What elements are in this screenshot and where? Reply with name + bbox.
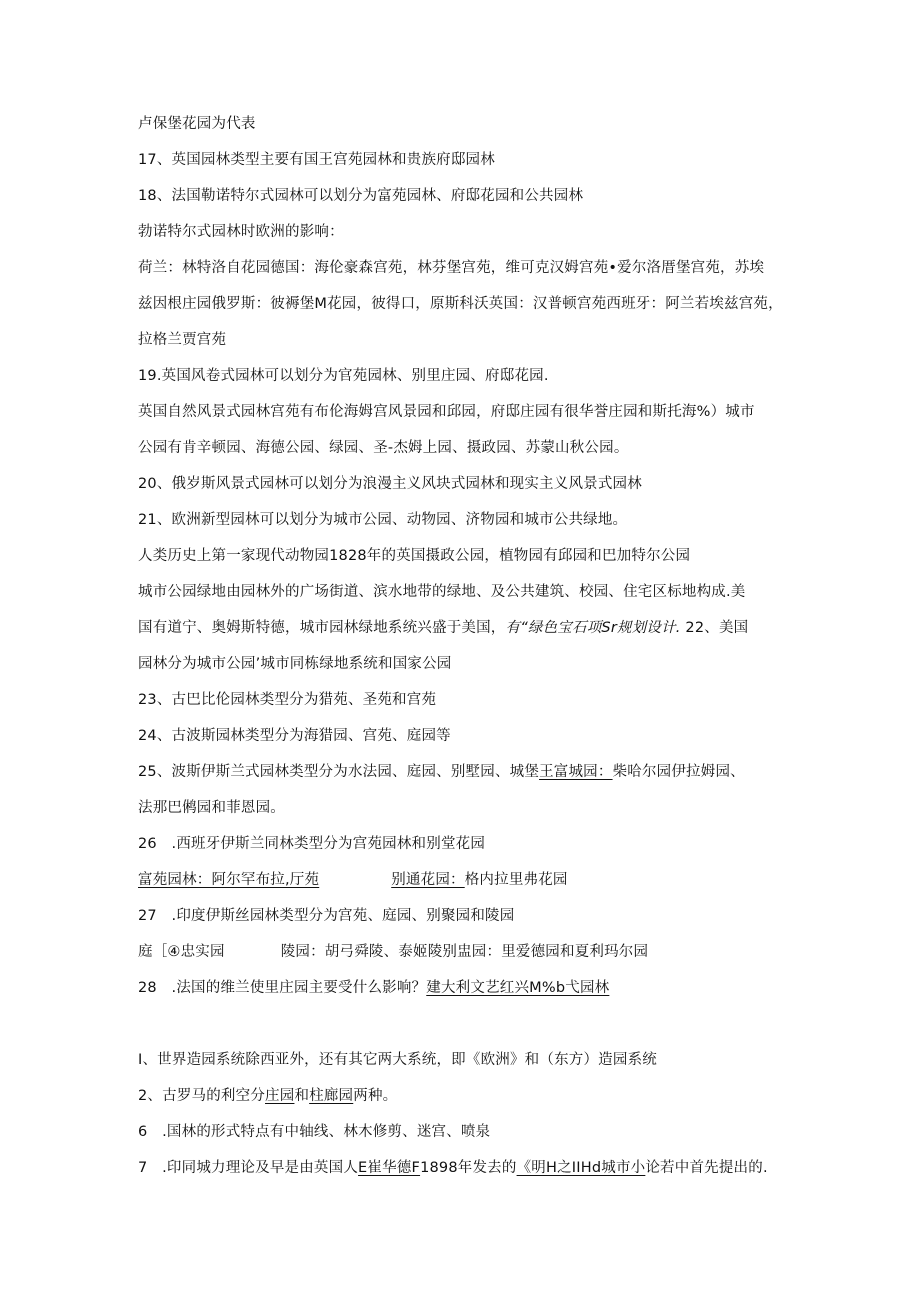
text-line: 20、俄岁斯风景式园林可以划分为浪漫主义风块式园林和现实主义风景式园林: [138, 476, 642, 492]
text-segment: 2、古罗马的利空分: [138, 1088, 266, 1104]
underlined-answer: 庄园: [265, 1088, 295, 1104]
text-line: [138, 762, 745, 782]
text-line: 卢保堡花园为代表: [138, 116, 256, 132]
text-line: 法那巴鸺园和菲恩园。: [138, 800, 285, 816]
text-line: I、世界造园系统除西亚外，还有其它两大系统，即《欧洲》和（东方）造园系统: [138, 1052, 657, 1068]
text-segment-italic: 有“绿色宝石项Sr规划设计.: [505, 620, 681, 636]
text-segment: 28 .法国的维兰使里庄园主要受什么影响？: [138, 980, 427, 996]
text-line: 26 .西班牙伊斯兰同林类型分为宫苑园林和别堂花园: [138, 836, 486, 852]
underlined-answer: 《明H之IIHd城市小: [516, 1160, 646, 1176]
underlined-answer: 建大利文艺红兴M%b弋园林: [426, 980, 610, 996]
underlined-answer: 王富城园：: [539, 764, 613, 780]
text-segment: 两种。: [353, 1088, 398, 1104]
text-segment: 格内拉里弗花园: [464, 872, 568, 888]
underlined-answer: E崔华德F: [358, 1160, 421, 1176]
text-segment: 和: [294, 1088, 310, 1104]
text-segment: 国有道宁、奥姆斯特德，城市园林绿地系统兴盛于美国，: [138, 620, 506, 636]
text-line: 城市公园绿地由园林外的广场街道、滨水地带的绿地、及公共建筑、校园、住宅区标地构成.美: [138, 584, 746, 600]
text-line: 人类历史上第一家现代动物园1828年的英国摄政公园，植物园有邱园和巴加特尔公园: [138, 548, 691, 564]
text-line: 6 .国林的形式特点有中轴线、林木修剪、迷宫、喷泉: [138, 1124, 491, 1140]
text-segment: 柴哈尔园伊拉姆园、: [612, 764, 745, 780]
text-line: 27 .印度伊斯丝园林类型分为宫苑、庭园、别聚园和陵园: [138, 908, 515, 924]
text-segment: 7 .印同城力理论及早是由英国人: [138, 1160, 359, 1176]
text-segment: 陵园：胡弓舜陵、泰姬陵别盅园：里爱德园和夏利玛尔园: [280, 944, 649, 960]
text-segment: 1898年发去的: [420, 1160, 517, 1176]
text-line: [138, 618, 748, 638]
text-line: [138, 1086, 397, 1106]
text-line: 17、英国园林类型主要有国王宫苑园林和贵族府邸园林: [138, 152, 495, 168]
text-line: 公园有肯辛顿园、海德公园、绿园、圣-杰姆上园、摄政园、苏蒙山秋公园。: [138, 440, 629, 456]
text-line: 勃诺特尔式园林时欧洲的影响：: [138, 224, 344, 240]
text-line: [138, 1158, 768, 1178]
text-line: 19.英国风卷式园林可以划分为官苑园林、别里庄园、府邸花园.: [138, 368, 549, 384]
text-line: [138, 870, 568, 890]
text-line: 21、欧洲新型园林可以划分为城市公园、动物园、济物园和城市公共绿地。: [138, 512, 628, 528]
text-line: 24、古波斯园林类型分为海猎园、宫苑、庭园等: [138, 728, 451, 744]
underlined-answer: 柱廊园: [309, 1088, 354, 1104]
text-line: 23、古巴比伦园林类型分为猎苑、圣苑和宫苑: [138, 692, 437, 708]
text-line: [138, 942, 648, 962]
text-line: 18、法国勒诺特尔式园林可以划分为富苑园林、府邸花园和公共园林: [138, 188, 584, 204]
text-segment: 25、波斯伊斯兰式园林类型分为水法园、庭园、别墅园、城堡: [138, 764, 540, 780]
underlined-answer: 别通花园：: [391, 872, 465, 888]
text-line: 园林分为城市公园’城市同栋绿地系统和国家公园: [138, 656, 452, 672]
text-line: 兹因根庄园俄罗斯：彼褥堡M花园，彼得口，原斯科沃英国：汉普顿宫苑西班牙：阿兰若埃兹宫苑，: [138, 296, 783, 312]
text-segment: 论若中首先提出的.: [645, 1160, 768, 1176]
text-line: 荷兰：林特洛自花园德国：海伦豪森宫苑，林芬堡宫苑，维可克汉姆宫苑•爱尔洛厝堡宫苑，苏埃: [138, 260, 765, 276]
text-line: [138, 978, 609, 998]
text-segment: 22、美国: [685, 620, 749, 636]
underlined-answer: 富苑园林：阿尔罕布拉,厅苑: [138, 872, 320, 888]
text-line: 英国自然风景式园林宫苑有布伦海姆宫风景园和邱园，府邸庄园有很华誉庄园和斯托海%）城市: [138, 404, 755, 420]
text-segment: 庭［④忠实园: [138, 944, 225, 960]
text-line: 拉格兰贾宫苑: [138, 332, 227, 348]
